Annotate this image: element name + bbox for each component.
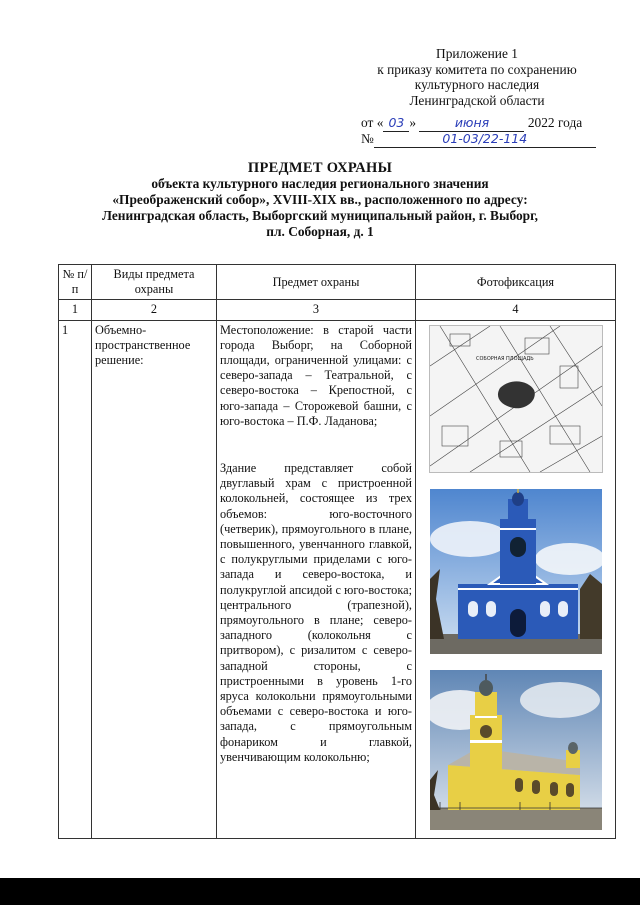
header-line: пл. Соборная, д. 1 (266, 224, 374, 239)
date-day: 03 (388, 115, 405, 130)
order-date (361, 115, 582, 132)
document-header (40, 160, 600, 240)
location-map-image (429, 325, 603, 473)
header-line: объекта культурного наследия регионального значения (151, 176, 489, 191)
row-type: Объемно-пространственное решение: (92, 320, 217, 838)
column-number: 3 (217, 300, 416, 320)
appendix-line: к приказу комитета по сохранению (377, 61, 577, 77)
date-mid: » (409, 115, 417, 130)
map-drawing (430, 326, 602, 472)
row-subject-cell (217, 320, 416, 838)
church-photo-yellow (419, 670, 612, 830)
header-cell-photo: Фотофиксация (416, 265, 616, 300)
header-line: Ленинградская область, Выборгский муниципальный район, г. Выборг, (101, 208, 539, 223)
appendix-title: Приложение 1 (436, 46, 518, 61)
column-number: 2 (92, 300, 217, 320)
header-line: «Преображенский собор», XVIII-XIX вв., расположенного по адресу: (112, 192, 528, 207)
date-suffix: 2022 года (527, 115, 583, 130)
document-title: ПРЕДМЕТ ОХРАНЫ (247, 160, 393, 176)
table-header-row (59, 265, 616, 300)
protection-table (58, 264, 616, 839)
header-cell-number: № п/п (59, 265, 92, 300)
table-row (59, 320, 616, 838)
column-number: 1 (59, 300, 92, 320)
date-prefix: от « (361, 115, 384, 130)
row-photo-cell (416, 320, 616, 838)
building-text: Здание представляет собой двуглавый храм с пристроенной колокольней, состоящее из трех объемов: юго-восточного (четверик), прямоугольного в плане, повышенного, увенчанного главкой, с полукруглыми приделами с юго-запада и северо-востока, и полукруглой апсидой с юго-востока; центрального (трапезной), прямоугольного в плане; северо-западного (колокольня с притвором), с ризалитом с северо-западной стороны, с пристроенными в уровень 1-го яруса колокольни прямоугольными объемами с северо-востока и юго-запада, с прямоугольным фонариком и главкой, увенчивающим колокольню; (220, 461, 412, 764)
header-cell-type: Виды предмета охраны (92, 265, 217, 300)
appendix-block (348, 46, 606, 108)
number-value: 01-03/22-114 (442, 131, 528, 146)
church-photo-blue (419, 489, 612, 654)
row-number: 1 (59, 320, 92, 838)
header-cell-subject: Предмет охраны (217, 265, 416, 300)
appendix-line: культурного наследия (414, 77, 540, 92)
column-number-row (59, 300, 616, 320)
map-label: СОБОРНАЯ ПЛОЩАДЬ (475, 355, 534, 362)
date-month: июня (454, 115, 490, 130)
number-prefix: № (361, 131, 374, 146)
order-number (361, 131, 596, 148)
column-number: 4 (416, 300, 616, 320)
appendix-line: Ленинградской области (409, 92, 545, 108)
location-text: Местоположение: в старой части города Выборг, на Соборной площади, ограниченной улицами: с северо-запада – Театральной, с северо-востока – Крепостной, с юго-запада – Сторожевой башни, с юго-востока – П.Ф. Ладанова; (220, 322, 412, 428)
